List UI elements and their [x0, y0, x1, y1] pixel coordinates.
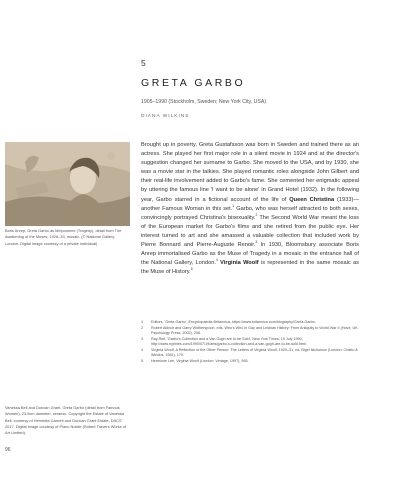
- photo-caption: Boris Anrep, Greta Garbo as Melpomene (Tragedy), detail from The Awakening of the Muses, 1928–33, mosaic. (© National Gallery, London. Digital image courtesy of a private individual): [5, 228, 122, 246]
- link-queen-christina[interactable]: Queen Christina: [289, 196, 335, 203]
- footnote-ref-2[interactable]: 2: [255, 212, 258, 217]
- footnote-ref-5[interactable]: 5: [190, 267, 193, 272]
- chapter-number: 5: [141, 58, 147, 68]
- mosaic-image: [5, 142, 130, 226]
- footnotes: [141, 320, 359, 365]
- chapter-subtitle: 1905–1990 (Stockholm, Sweden; New York City, USA): [141, 99, 267, 105]
- footnote: 1 Editors, 'Greta Garbo', Encyclopaedia Britannica, https://www.britannica.com/biography/Greta-Garbo.: [141, 320, 316, 324]
- footnote: 5 Hermione Lee, Virginia Woolf (London: Vintage, 1997), 565.: [141, 359, 249, 363]
- chapter-title: GRETA GARBO: [141, 77, 246, 89]
- ceramic-caption: Vanessa Bell and Duncan Grant, Greta Garbo (detail from Famous Women), 23.5cm diameter, ceramic. Copyright the Estate of Vanessa Bell, courtesy of Henrietta Garnett and Duncan Grant Estate, DACS 2017. Digital image courtesy of Piano Nobile (Robert Travers Works of Art Limited).: [5, 405, 127, 436]
- footnote-ref-3[interactable]: 3: [255, 240, 258, 245]
- chapter-author: DIANA WILKINS: [141, 114, 190, 119]
- body-text: Brought up in poverty, Greta Gustafsson was born in Sweden and trained there as an actress. She played her first major role in a silent movie in 1924 and at the director's suggestion changed her surname to Garbo. She moved to the USA, and by 1930, she was a movie star in the talkies. She played romantic roles alongside John Gilbert and their real-life involvement added to Garbo's fame. She cemented her enigmatic appeal by uttering the famous line 'I want to be alone' in Grand Hotel (1932). In the following year, Garbo starred in a fictional account of the life of Queen Christina (1933)—another Famous Woman in this set.$^1$ Garbo, who was herself attracted to both sexes, convincingly portrayed Christina's bisexuality.$^2$ The Second World War meant the loss of the European market for Garbo's films and she retired from the public eye. Her interest turned to art and she amassed a valuable collection that included work by Pierre Bonnard and Pierre-Auguste Renoir.$^3$ In 1930, Bloomsbury associate Boris Anrep immortalised Garbo as the Muse of Tragedy in a mosaic in the entrance hall of the National Gallery, London.$^4$ Virginia Woolf is represented in the same mosaic as the Muse of History.$^5$: [141, 142, 360, 276]
- page-number: 96: [5, 447, 11, 453]
- footnote-ref-4[interactable]: 4: [215, 258, 218, 263]
- footnote: 4 Virginia Woolf, A Reflection of the Other Person: The Letters of Virginia Woolf, 1929–31, ed. Nigel Nicholson (London: Chatto & Windus, 1981), 170.: [141, 348, 358, 357]
- footnote: 3 Ray Reif, 'Garbo's Collection and a Van Gogh are to be Sold', New York Times, 19 July 1990, http://www.nytimes.com/1990/07/19/arts/garbo-s-collection-and-a-van-gogh-are-to-be-sold.html.: [141, 337, 307, 346]
- footnote-ref-1[interactable]: 1: [232, 203, 235, 208]
- link-virginia-woolf[interactable]: Virginia Woolf: [220, 260, 259, 267]
- mosaic-photo: [5, 142, 130, 226]
- footnote: 2 Robert Aldrich and Garry Wotherspoon, eds, Who's Who in Gay and Lesbian History: From Antiquity to World War II (Hove, UK: Psychology Press, 2002), 206.: [141, 326, 359, 335]
